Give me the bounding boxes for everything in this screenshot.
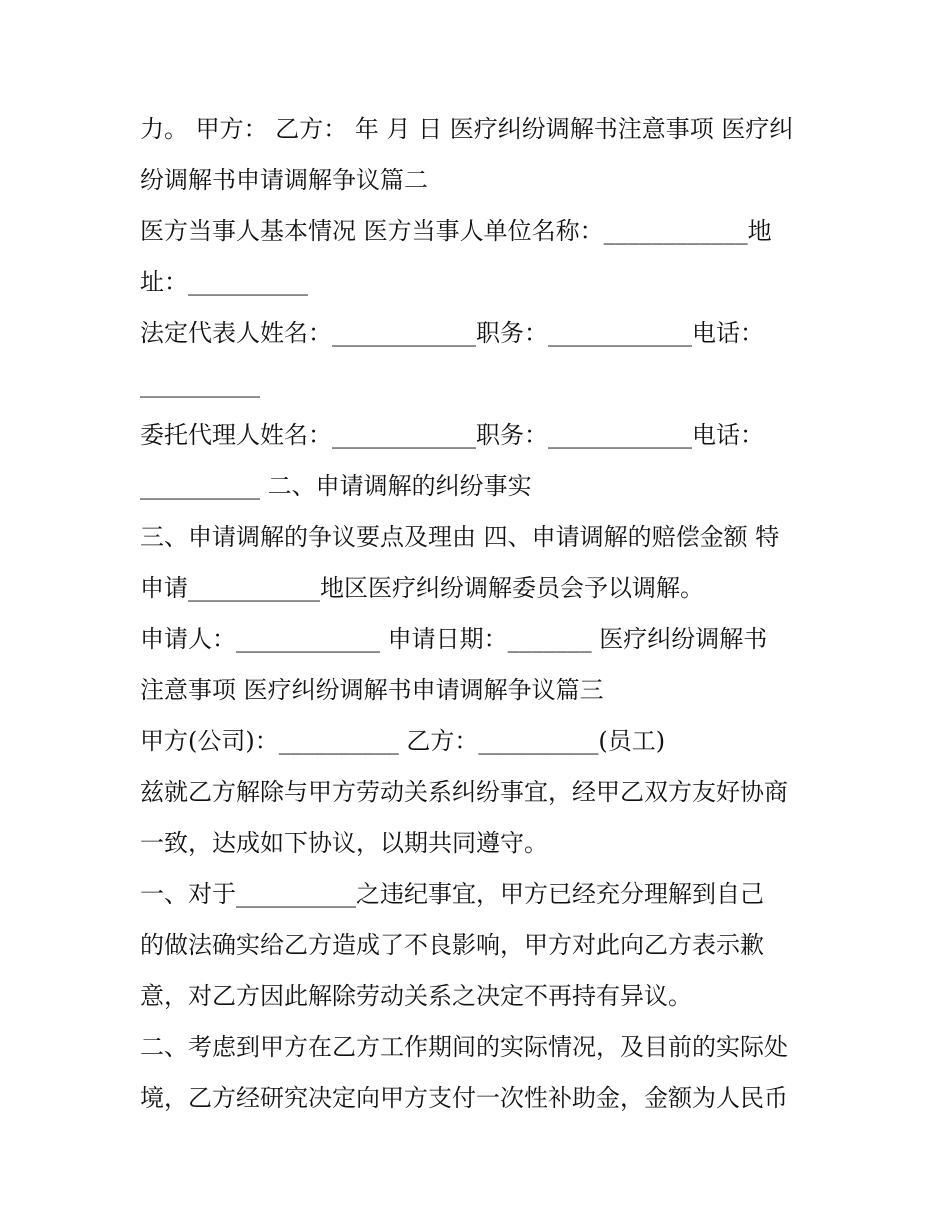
- text-line: 甲方(公司)：__________ 乙方：__________(员工): [140, 727, 666, 755]
- text-line: 一、对于__________之违纪事宜，甲方已经充分理解到自己: [140, 880, 764, 908]
- text-line: 医方当事人基本情况 医方当事人单位名称：____________地: [140, 217, 772, 245]
- text-line: 二、考虑到甲方在乙方工作期间的实际情况，及目前的实际处: [140, 1033, 788, 1061]
- text-line: 境，乙方经研究决定向甲方支付一次性补助金，金额为人民币: [140, 1084, 788, 1112]
- text-line: 的做法确实给乙方造成了不良影响，甲方对此向乙方表示歉: [140, 931, 764, 959]
- text-line: 法定代表人姓名：____________职务：____________电话：: [140, 319, 764, 347]
- text-line: 注意事项 医疗纠纷调解书申请调解争议篇三: [140, 676, 604, 704]
- text-line: 兹就乙方解除与甲方劳动关系纠纷事宜，经甲乙双方友好协商: [140, 778, 788, 806]
- text-line: __________ 二、申请调解的纠纷事实: [140, 472, 532, 500]
- text-line: 申请___________地区医疗纠纷调解委员会予以调解。: [140, 574, 704, 602]
- document-body: [140, 104, 820, 1124]
- text-line: 意，对乙方因此解除劳动关系之决定不再持有异议。: [140, 982, 692, 1010]
- text-line: __________: [140, 370, 260, 398]
- text-line: 三、申请调解的争议要点及理由 四、申请调解的赔偿金额 特: [140, 523, 780, 551]
- text-line: 力。 甲方： 乙方： 年 月 日 医疗纠纷调解书注意事项 医疗纠: [140, 115, 794, 143]
- text-line: 申请人：____________ 申请日期：_______ 医疗纠纷调解书: [140, 625, 768, 653]
- text-line: 一致，达成如下协议，以期共同遵守。: [140, 829, 548, 857]
- text-line: 纷调解书申请调解争议篇二: [140, 166, 428, 194]
- text-line: 委托代理人姓名：____________职务：____________电话：: [140, 421, 764, 449]
- text-line: 址：__________: [140, 268, 308, 296]
